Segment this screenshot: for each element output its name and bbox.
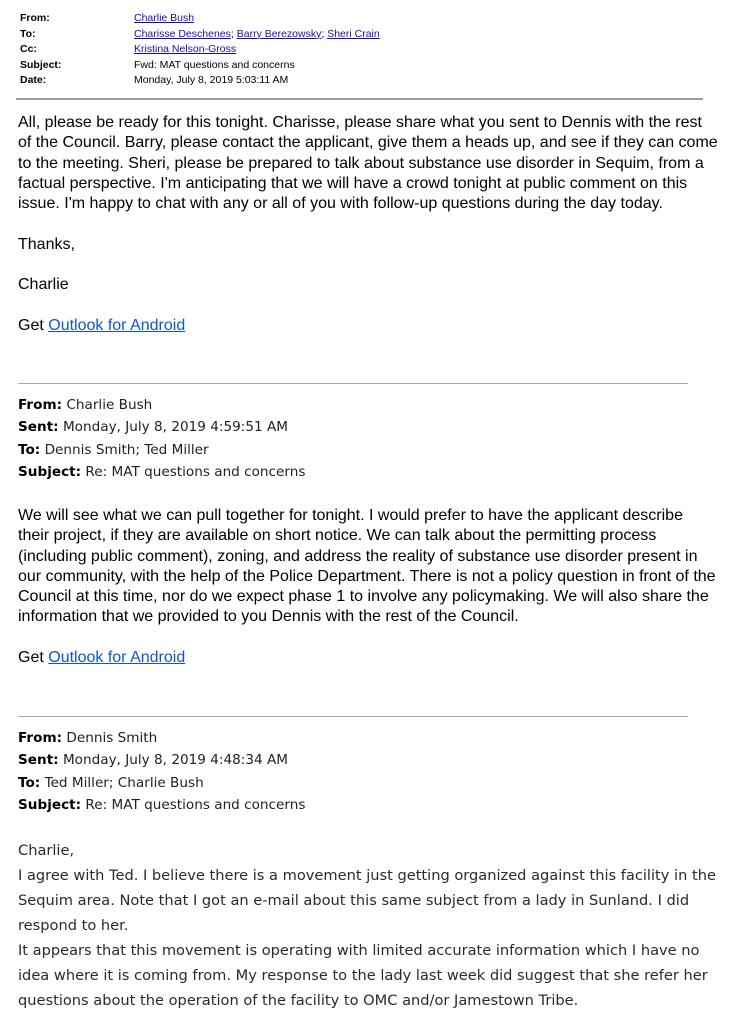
- message-3-to: To: Ted Miller; Charlie Bush: [18, 774, 204, 791]
- message-1-signature: Charlie: [18, 276, 69, 294]
- date-label: Date:: [20, 74, 47, 87]
- header-cc-row: [20, 42, 380, 58]
- message-1-thanks: Thanks,: [18, 235, 75, 253]
- message-3-sent: Sent: Monday, July 8, 2019 4:48:34 AM: [18, 752, 288, 769]
- message-3-para-1: I agree with Ted. I believe there is a movement just getting organized against this facility in the Sequim area. Note that I got an e-mail about this same subject from a lady in Sunland. I did respond to her.: [18, 867, 716, 934]
- message-1-get-outlook: Get Outlook for Android: [18, 316, 186, 334]
- outlook-android-link-1[interactable]: Outlook for Android: [48, 316, 186, 334]
- header-to-row: To: Charisse Deschenes; Barry Berezowsky; Sheri Crain: [20, 27, 380, 43]
- message-2-sent: Sent: Monday, July 8, 2019 4:59:51 AM: [18, 419, 288, 436]
- from-label: From:: [20, 12, 50, 24]
- from-link[interactable]: Charlie Bush: [134, 12, 195, 24]
- cc-label: Cc:: [20, 43, 37, 56]
- header-subject-row: [20, 58, 380, 74]
- message-divider-2: [18, 716, 688, 717]
- email-header: [20, 11, 380, 89]
- message-2-to: To: Dennis Smith; Ted Miller: [18, 441, 209, 458]
- outlook-android-link-2[interactable]: Outlook for Android: [48, 649, 186, 667]
- message-3-para-2: It appears that this movement is operating with limited accurate information which I have no idea where it is coming from. My response to the lady last week did suggest that she refer her questions about the operation of the facility to OMC and/or Jamestown Tribe.: [18, 942, 708, 1009]
- to-link-1[interactable]: Charisse Deschenes: [134, 27, 231, 40]
- message-3-greeting: Charlie,: [18, 842, 75, 859]
- date-value: Monday, July 8, 2019 5:03:11 AM: [134, 74, 289, 87]
- message-2-body: [18, 506, 718, 668]
- subject-label: Subject:: [20, 58, 62, 71]
- message-3-from: From: Dennis Smith: [18, 730, 158, 746]
- message-3-header: [18, 727, 718, 817]
- message-1-text: All, please be ready for this tonight. Charisse, please share what you sent to Dennis with the rest of the Council. Barry, please contact the applicant, give them a heads up, and see if they can come to the meeting. Sheri, please be prepared to talk about substance use disorder in Sequim, from a factual perspective. I'm anticipating that we will have a crowd tonight at public comment on this issue. I'm happy to chat with any or all of you with follow-up questions during the day today.: [18, 114, 718, 213]
- header-divider: [16, 98, 703, 100]
- cc-link[interactable]: Kristina Nelson-Gross: [134, 43, 237, 56]
- message-1-body: [18, 113, 718, 336]
- message-2-get-outlook: Get Outlook for Android: [18, 649, 186, 667]
- header-date-row: [20, 73, 380, 89]
- header-from-row: [20, 11, 380, 27]
- message-3-body: [18, 838, 718, 1013]
- message-2-from: From: Charlie Bush: [18, 397, 153, 413]
- message-3-subject: Subject: Re: MAT questions and concerns: [18, 797, 306, 814]
- message-2-text: We will see what we can pull together for tonight. I would prefer to have the applicant describe their project, if they are available on short notice. We can talk about the permitting process (including public comment), zoning, and address the reality of substance use disorder present in our community, with the help of the Police Department. There is not a policy question in front of the Council at this time, nor do we expect phase 1 to involve any policymaking. We will also share the information that we provided to you Dennis with the rest of the Council.: [18, 507, 716, 626]
- to-label: To:: [20, 27, 36, 40]
- subject-value: Fwd: MAT questions and concerns: [134, 58, 295, 71]
- to-link-3[interactable]: Sheri Crain: [327, 27, 380, 40]
- message-2-subject: Subject: Re: MAT questions and concerns: [18, 464, 306, 481]
- to-link-2[interactable]: Barry Berezowsky: [236, 27, 322, 40]
- message-2-header: [18, 394, 718, 484]
- message-divider-1: [18, 383, 688, 384]
